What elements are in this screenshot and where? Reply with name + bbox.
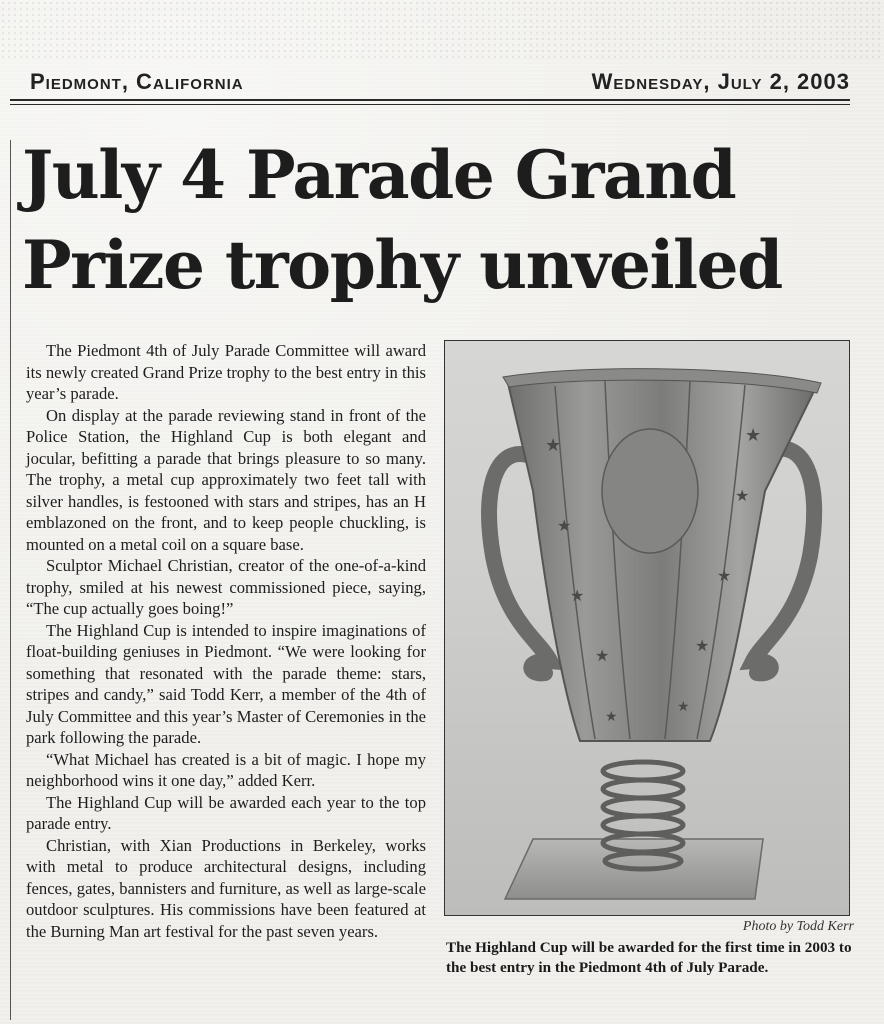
headline bbox=[22, 130, 862, 310]
article-body bbox=[26, 340, 426, 942]
column-rule-left bbox=[10, 140, 11, 1020]
article-paragraph: Christian, with Xian Productions in Berkeley, works with metal to produce architectural designs, including fences, gates, bannisters and furniture, as well as large-scale outdoor sculptures. His commissions have been featured at the Burning Man art festival for the past seven years. bbox=[26, 835, 426, 941]
dateline-location: Piedmont, California bbox=[30, 69, 244, 94]
article-paragraph: The Highland Cup is intended to inspire imaginations of float-building geniuses in Piedmont. “We were looking for something that resonated with the parade theme: stars, stripes and candy,” said Todd Kerr, a member of the 4th of July Committee and this year’s Master of Ceremonies in the park following the parade. bbox=[26, 620, 426, 747]
article-paragraph: Sculptor Michael Christian, creator of the one-of-a-kind trophy, smiled at his newest commissioned piece, saying, “The cup actually goes boing!” bbox=[26, 556, 426, 618]
svg-text:★: ★ bbox=[735, 486, 750, 505]
svg-text:★: ★ bbox=[695, 636, 710, 655]
article-paragraph: On display at the parade reviewing stand in front of the Police Station, the Highland Cup is both elegant and jocular, befitting a parade that brings pleasure to so many. The trophy, a metal cup approximately two feet tall with silver handles, is festooned with stars and stripes, has an H emblazoned on the front, and to keep people chuckling, is mounted on a metal coil on a square base. bbox=[26, 405, 426, 554]
svg-text:★: ★ bbox=[595, 646, 610, 665]
trophy-illustration bbox=[445, 341, 848, 914]
photo-credit: Photo by Todd Kerr bbox=[742, 919, 854, 934]
article-paragraph: “What Michael has created is a bit of magic. I hope my neighborhood wins it one day,” added Kerr. bbox=[26, 749, 426, 790]
svg-text:★: ★ bbox=[717, 566, 732, 585]
photo-caption: The Highland Cup will be awarded for the first time in 2003 to the best entry in the Piedmont 4th of July Parade. bbox=[446, 939, 852, 976]
svg-text:★: ★ bbox=[677, 699, 690, 715]
dateline bbox=[30, 69, 850, 99]
svg-text:★: ★ bbox=[745, 425, 762, 446]
svg-text:★: ★ bbox=[557, 516, 572, 535]
svg-text:★: ★ bbox=[570, 586, 585, 605]
article-paragraph: The Piedmont 4th of July Parade Committee will award its newly created Grand Prize trophy to the best entry in this year’s parade. bbox=[26, 341, 426, 403]
trophy-photo bbox=[444, 340, 850, 916]
h-emblem bbox=[602, 429, 698, 553]
cup-body bbox=[507, 372, 817, 741]
header-rule-top bbox=[10, 99, 850, 101]
headline-line-2: Prize trophy unveiled bbox=[22, 226, 782, 304]
headline-line-1: July 4 Parade Grand bbox=[22, 136, 736, 214]
dateline-date: Wednesday, July 2, 2003 bbox=[591, 69, 850, 94]
header-rule-bottom bbox=[10, 104, 850, 105]
article-paragraph: The Highland Cup will be awarded each year to the top parade entry. bbox=[26, 792, 426, 833]
svg-text:★: ★ bbox=[545, 435, 562, 456]
print-dot-pattern bbox=[0, 0, 884, 60]
svg-text:★: ★ bbox=[605, 709, 618, 725]
